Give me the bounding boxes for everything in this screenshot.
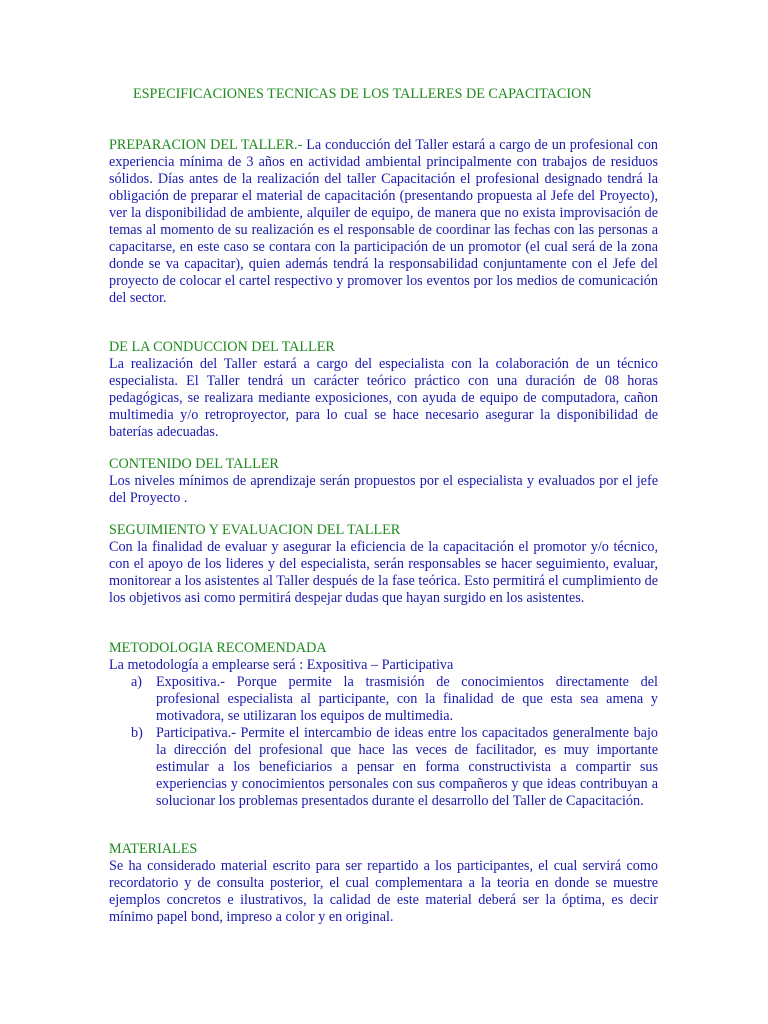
section-text-materiales: Se ha considerado material escrito para ser repartido a los participantes, el cual servirá como recordatorio y de consulta posterior, el cual complementara a la teoria en donde se muestre ejemplos concretos e ilustrativos, la calidad de este material deberá ser la óptima, es decir mínimo papel bond, impreso a color y en original. (109, 858, 658, 925)
section-heading-metodologia: METODOLOGIA RECOMENDADA (109, 640, 327, 656)
section-seguimiento (109, 522, 658, 607)
list-marker: b) (131, 725, 143, 741)
section-heading-seguimiento: SEGUIMIENTO Y EVALUACION DEL TALLER (109, 522, 401, 538)
section-materiales (109, 841, 658, 926)
section-text-conduccion: La realización del Taller estará a cargo del especialista con la colaboración de un técnico especialista. El Taller tendrá un carácter teórico práctico con una duración de 08 horas pedagógicas, se realizara mediante exposiciones, con ayuda de equipo de computadora, cañon multimedia y/o retroproyector, para lo cual se hace necesario asegurar la disponibilidad de baterías adecuadas. (109, 356, 658, 440)
list-item (109, 674, 658, 725)
section-heading-contenido: CONTENIDO DEL TALLER (109, 456, 279, 472)
section-text-contenido: Los niveles mínimos de aprendizaje serán propuestos por el especialista y evaluados por el jefe del Proyecto . (109, 473, 658, 506)
section-conduccion (109, 339, 658, 441)
section-text-seguimiento: Con la finalidad de evaluar y asegurar la eficiencia de la capacitación el promotor y/o técnico, con el apoyo de los lideres y del especialista, serán responsables se hacer seguimiento, evaluar, monitorear a los asistentes al Taller después de la fase teórica. Esto permitirá el cumplimiento de los objetivos asi como permitirá despejar dudas que hayan surgido en los asistentes. (109, 539, 658, 606)
section-heading-preparacion: PREPARACION DEL TALLER.- (109, 137, 303, 153)
list-marker: a) (131, 674, 143, 690)
section-text-preparacion: La conducción del Taller estará a cargo de un profesional con experiencia mínima de 3 años en actividad ambiental principalmente con trabajos de residuos sólidos. Días antes de la realización del taller Capacitación el profesional designado tendrá la obligación de preparar el material de capacitación (presentando propuesta al Jefe del Proyecto), ver la disponibilidad de ambiente, alquiler de equipo, de manera que no exista improvisación de temas al momento de su realización es el responsable de coordinar las fechas con las personas a capacitarse, en este caso se contara con la participación de un promotor (el cual será de la zona donde se va capacitar), quien además tendrá la responsabilidad conjuntamente con el Jefe del proyecto de colocar el cartel respectivo y promover los eventos por los medios de comunicación del sector. (109, 137, 659, 306)
document-title: ESPECIFICACIONES TECNICAS DE LOS TALLERES DE CAPACITACION (133, 86, 592, 102)
list-item-text: Participativa.- Permite el intercambio de ideas entre los capacitados generalmente bajo la dirección del profesional que hace las veces de facilitador, es muy importante estimular a los beneficiarios a pensar en forma constructivista a compartir sus experiencias y conocimientos personales con sus compañeros y que ideas contribuyan a solucionar los problemas presentados durante el desarrollo del Taller de Capacitación. (156, 725, 658, 809)
section-heading-conduccion: DE LA CONDUCCION DEL TALLER (109, 339, 335, 355)
metodologia-list (109, 674, 658, 810)
list-item (109, 725, 658, 810)
list-item-text: Expositiva.- Porque permite la trasmisión de conocimientos directamente del profesional especialista al participante, con la finalidad de que esta sea amena y motivadora, se utilizaran los equipos de multimedia. (156, 674, 658, 724)
metodologia-intro: La metodología a emplearse será : Expositiva – Participativa (109, 657, 454, 673)
section-heading-materiales: MATERIALES (109, 841, 198, 857)
section-contenido (109, 456, 658, 507)
section-preparacion (109, 137, 658, 307)
section-metodologia (109, 640, 658, 810)
